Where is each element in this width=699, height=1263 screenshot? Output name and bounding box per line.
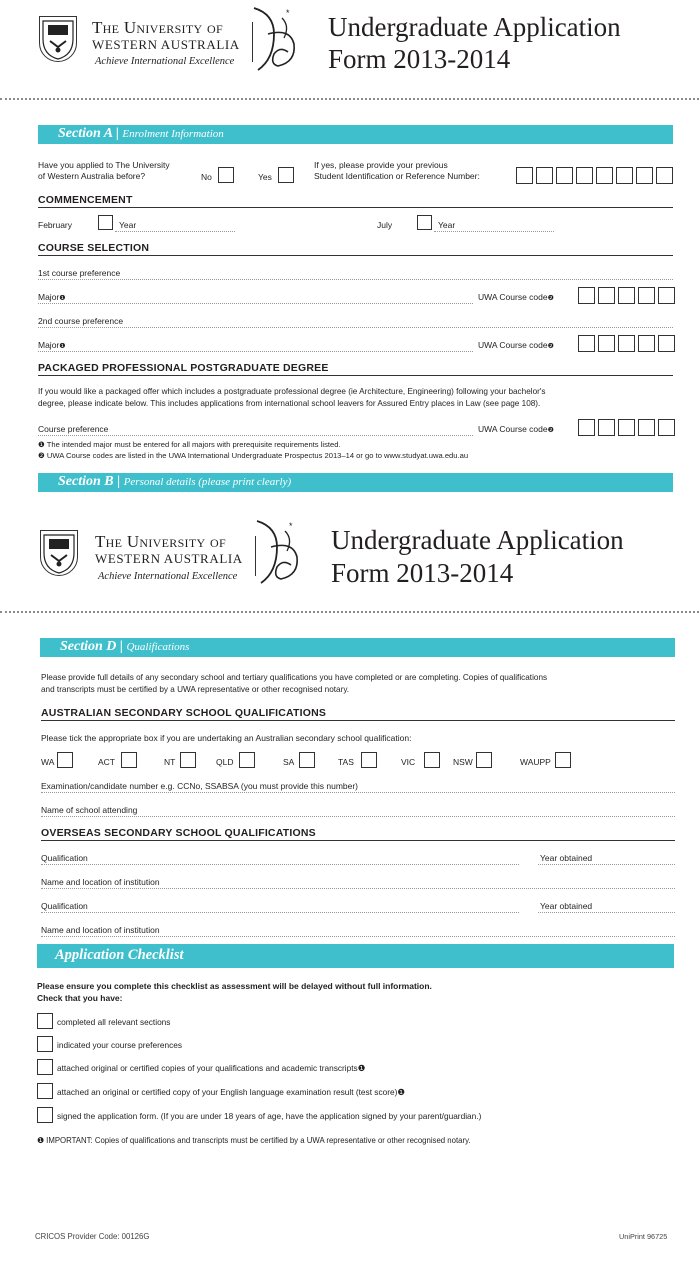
previous-id-label-line1: If yes, please provide your previous [314,160,448,170]
state-label-waupp: WAUPP [520,757,551,767]
footnote-1: ❶ The intended major must be entered for all majors with prerequisite requirements listed. [38,440,341,449]
section-a-label: Section A | [58,126,119,141]
student-id-digit-box[interactable] [556,167,573,184]
qualifications-intro-line2: and transcripts must be certified by a UWA representative or other recognised notary. [41,685,350,694]
checklist-checkbox[interactable] [37,1083,53,1099]
major-label-1: Major❶ [38,292,66,302]
february-year-label: Year [119,220,137,230]
second-preference-label: 2nd course preference [38,316,124,326]
first-preference-label: 1st course preference [38,268,121,278]
school-name-label: Name of school attending [41,805,138,815]
checklist-item-label: indicated your course preferences [57,1040,182,1050]
year-obtained-label-1: Year obtained [540,853,593,863]
course-code-digit-box[interactable] [618,287,635,304]
swan-logo-icon-2 [247,516,309,588]
exam-number-label: Examination/candidate number e.g. CCNo, SSABSA (you must provide this number) [41,781,359,791]
course-selection-heading: COURSE SELECTION [38,242,150,254]
course-code-digit-box[interactable] [658,335,675,352]
course-code-digit-box[interactable] [578,287,595,304]
state-label-nsw: NSW [453,757,473,767]
packaged-degree-rule [38,375,673,376]
section-b-subtitle: Personal details (please print clearly) [123,476,292,488]
state-checkbox-nt[interactable] [180,752,196,768]
year-obtained-label-2: Year obtained [540,901,593,911]
no-label: No [201,172,212,182]
footnote-2: ❷ UWA Course codes are listed in the UWA International Undergraduate Prospectus 2013–14 or go to www.studyat.uwa.edu.au [38,451,469,460]
course-code-digit-box[interactable] [638,287,655,304]
course-code-digit-box[interactable] [598,335,615,352]
institution-field-2[interactable] [41,936,675,937]
commencement-heading: COMMENCEMENT [38,194,133,206]
packaged-text-line1: If you would like a packaged offer which includes a postgraduate professional degree (ie Architecture, Engineering) following your bachelor's [38,387,546,396]
state-label-vic: VIC [401,757,416,767]
checklist-checkbox[interactable] [37,1036,53,1052]
applied-no-checkbox[interactable] [218,167,234,183]
course-code-digit-box[interactable] [598,287,615,304]
course-preference-field[interactable] [38,435,473,436]
university-crest-2 [40,530,78,576]
february-year-field[interactable] [115,231,235,232]
checklist-checkbox[interactable] [37,1013,53,1029]
form-title-line2-2: Form 2013-2014 [331,558,514,588]
applied-question-line2: of Western Australia before? [38,171,146,181]
section-b-bar [38,473,673,492]
overseas-qualifications-rule [41,840,675,841]
course-code-digit-box[interactable] [578,419,595,436]
form-title-line1-2: Undergraduate Application [331,525,624,555]
state-label-nt: NT [164,757,176,767]
student-id-digit-box[interactable] [516,167,533,184]
qualification-field-1[interactable] [41,864,519,865]
university-motto: Achieve International Excellence [95,56,235,67]
yes-label: Yes [258,172,272,182]
university-name-line1-2: The University of [95,532,226,551]
applied-question-line1: Have you applied to The University [38,160,170,170]
student-id-digit-box[interactable] [576,167,593,184]
state-label-tas: TAS [338,757,354,767]
state-label-sa: SA [283,757,295,767]
checklist-intro-line1: Please ensure you complete this checklist as assessment will be delayed without full information. [37,981,432,991]
july-year-label: Year [438,220,456,230]
qualifications-intro-line1: Please provide full details of any secondary school and tertiary qualifications you have completed or are completing. Copies of qualifications [41,673,548,682]
year-obtained-field-1[interactable] [538,864,675,865]
course-selection-rule [38,255,673,256]
section-a-bar [38,125,673,144]
course-preference-label: Course preference [38,424,109,434]
state-label-act: ACT [98,757,115,767]
section-a-subtitle: Enrolment Information [122,128,224,140]
checklist-item-label: completed all relevant sections [57,1017,171,1027]
major-field-2[interactable] [38,351,473,352]
student-id-digit-box[interactable] [536,167,553,184]
university-name-line2-2: WESTERN AUSTRALIA [95,551,243,566]
checklist-item-label: attached original or certified copies of your qualifications and academic transcripts❶ [57,1063,366,1073]
commencement-rule [38,207,673,208]
course-code-label-2: UWA Course code❷ [478,340,554,350]
second-preference-field[interactable] [38,327,673,328]
uniprint-code: UniPrint 96725 [619,1232,668,1241]
student-id-digit-box[interactable] [656,167,673,184]
checklist-bar [37,944,674,968]
university-motto-2: Achieve International Excellence [98,571,238,582]
state-label-wa: WA [41,757,55,767]
qualification-field-2[interactable] [41,912,519,913]
student-id-digit-box[interactable] [596,167,613,184]
state-label-qld: QLD [216,757,234,767]
overseas-qualifications-heading: OVERSEAS SECONDARY SCHOOL QUALIFICATIONS [41,827,316,839]
state-checkbox-act[interactable] [121,752,137,768]
institution-label-2: Name and location of institution [41,925,160,935]
course-code-digit-box[interactable] [658,287,675,304]
checklist-checkbox[interactable] [37,1059,53,1075]
university-name-line1: The University of [92,18,223,37]
checklist-item-label: attached an original or certified copy of your English language examination result (test score)❶ [57,1087,405,1097]
svg-text:*: * [286,8,290,18]
section-d-bar [40,638,675,657]
applied-yes-checkbox[interactable] [278,167,294,183]
student-id-digit-box[interactable] [636,167,653,184]
february-checkbox[interactable] [98,215,113,230]
svg-text:*: * [289,521,293,531]
australian-qualifications-heading: AUSTRALIAN SECONDARY SCHOOL QUALIFICATIONS [41,707,327,719]
july-year-field[interactable] [434,231,554,232]
state-checkbox-vic[interactable] [424,752,440,768]
exam-number-field[interactable] [41,792,675,793]
february-label: February [38,220,73,230]
cricos-code: CRICOS Provider Code: 00126G [35,1232,150,1241]
year-obtained-field-2[interactable] [538,912,675,913]
section-b-label: Section B | [58,474,121,489]
course-code-digit-box[interactable] [578,335,595,352]
july-checkbox[interactable] [417,215,432,230]
course-code-digit-box[interactable] [638,335,655,352]
major-field-1[interactable] [38,303,473,304]
checklist-checkbox[interactable] [37,1107,53,1123]
school-name-field[interactable] [41,816,675,817]
first-preference-field[interactable] [38,279,673,280]
previous-id-label-line2: Student Identification or Reference Number: [314,171,480,181]
university-name-line2: WESTERN AUSTRALIA [92,37,240,52]
course-code-digit-box[interactable] [598,419,615,436]
checklist-item-label: signed the application form. (If you are under 18 years of age, have the application signed by your parent/guardian.) [57,1111,482,1121]
course-code-digit-box[interactable] [638,419,655,436]
course-code-digit-box[interactable] [618,335,635,352]
qualification-label-1: Qualification [41,853,88,863]
institution-field-1[interactable] [41,888,675,889]
state-checkbox-tas[interactable] [361,752,377,768]
state-checkbox-waupp[interactable] [555,752,571,768]
checklist-intro-line2: Check that you have: [37,993,123,1003]
form-title-line1: Undergraduate Application [328,12,621,42]
checklist-title: Application Checklist [55,947,184,963]
qualification-label-2: Qualification [41,901,88,911]
australian-qualifications-rule [41,720,675,721]
student-id-digit-box[interactable] [616,167,633,184]
state-checkbox-sa[interactable] [299,752,315,768]
section-d-label: Section D | [60,639,123,654]
state-checkbox-qld[interactable] [239,752,255,768]
major-label-2: Major❶ [38,340,66,350]
swan-logo-icon [244,4,306,74]
packaged-text-line2: degree, please indicate below. This includes applications from international school leavers for Assured Entry places in Law (see page 108). [38,399,541,408]
state-checkbox-wa[interactable] [57,752,73,768]
form-title-line2: Form 2013-2014 [328,44,511,74]
course-code-digit-box[interactable] [658,419,675,436]
tick-instruction: Please tick the appropriate box if you are undertaking an Australian secondary school qualification: [41,733,412,743]
july-label: July [377,220,393,230]
state-checkbox-nsw[interactable] [476,752,492,768]
university-crest [39,16,77,62]
course-code-label-1: UWA Course code❷ [478,292,554,302]
section-d-subtitle: Qualifications [126,641,190,653]
packaged-degree-heading: PACKAGED PROFESSIONAL POSTGRADUATE DEGREE [38,362,329,374]
course-code-digit-box[interactable] [618,419,635,436]
institution-label-1: Name and location of institution [41,877,160,887]
dotted-separator [0,98,699,100]
important-note: ❶ IMPORTANT: Copies of qualifications and transcripts must be certified by a UWA representative or other recognised notary. [37,1136,471,1145]
course-code-label-3: UWA Course code❷ [478,424,554,434]
dotted-separator-2 [0,611,699,613]
